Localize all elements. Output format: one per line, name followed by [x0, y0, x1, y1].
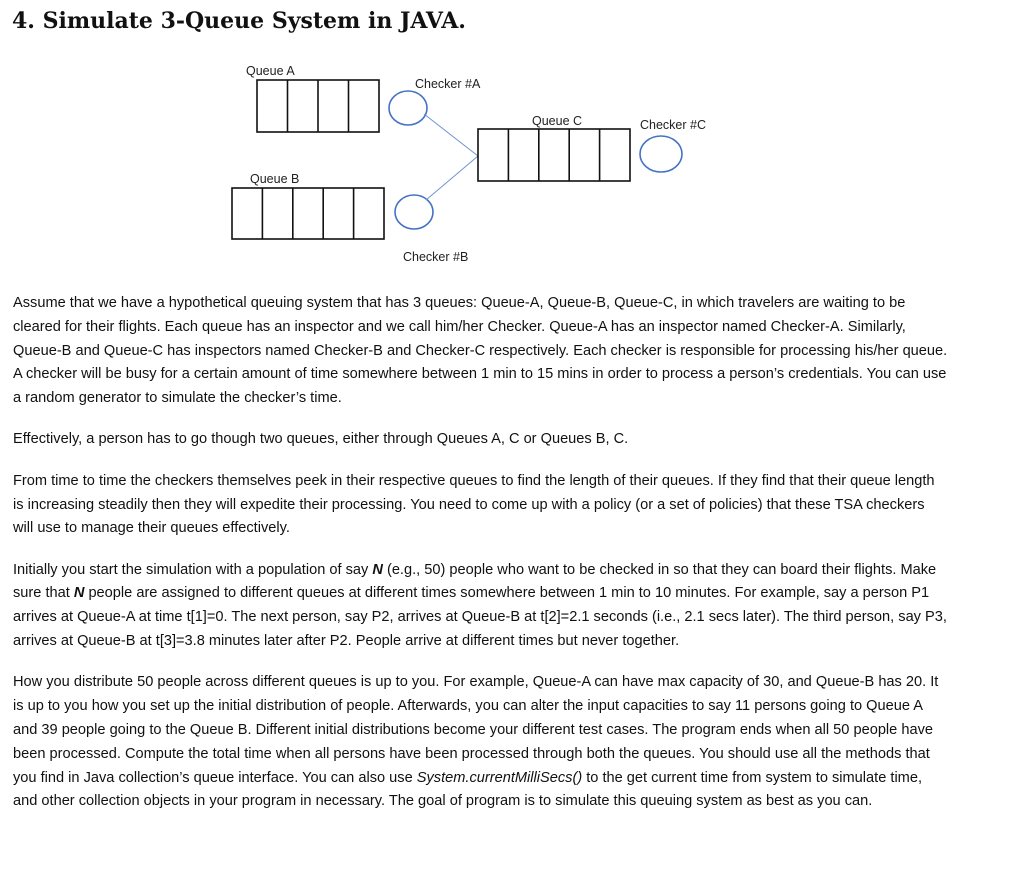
connector-a-to-c [424, 114, 478, 156]
paragraph-assumptions: Assume that we have a hypothetical queuing system that has 3 queues: Queue-A, Queue-B, Queue-C, in which travelers are waiting to be cleared for their flights. Each queue has an inspector and we call him/her Checker. Queue-A has an inspector named Checker-A. Similarly, Queue-B and Queue-C has inspectors named Checker-B and Checker-C respectively. Each checker is responsible for processing his/her queue. A checker will be busy for a certain amount of time somewhere between 1 min to 15 mins in order to process a person’s credentials. You can use a random generator to simulate the checker’s time. [13, 295, 948, 407]
p4-n-variable-2: N [73, 585, 85, 602]
connector-b-to-c [426, 156, 478, 200]
queue-c-box [478, 129, 630, 181]
paragraph-checker-policy: From time to time the checkers themselves peek in their respective queues to find the length of their queues. If they find that their queue length is increasing steadily then they will expedite their processing. You need to come up with a policy (or a set of policies) that these TSA checkers will use to manage their queues effectively. [13, 472, 935, 537]
p5-text-a: How you distribute 50 people across different queues is up to you. For example, Queue-A can have max capacity of 30, and Queue-B has 20. It is up to you how you set up the initial distribution of people. Afterwards, you can alter the input capacities to say 11 persons going to Queue A and 39 people going to the Queue B. Different initial distributions become your different test cases. The program ends when all 50 people have been processed. Compute the total time when all persons have been processed through both the queues. You should use all the methods that you find in Java collection’s queue interface. You can also use [13, 674, 939, 786]
paragraph-initial-population [13, 559, 948, 654]
checker-a-label: Checker #A [415, 77, 481, 91]
queue-system-diagram [0, 0, 1024, 290]
queue-c-label: Queue C [532, 114, 583, 128]
assignment-description [13, 292, 948, 814]
p4-text-a: Initially you start the simulation with a population of say [13, 561, 373, 578]
p5-text-b: to the get current time from system to simulate time, and other collection objects in your program in necessary. The goal of program is to simulate this queuing system as best as you can. [13, 769, 923, 810]
p5-code-reference: System.currentMilliSecs() [416, 769, 583, 786]
checker-c-label: Checker #C [640, 118, 706, 132]
paragraph-two-queues: Effectively, a person has to go though two queues, either through Queues A, C or Queues B, C. [13, 431, 629, 448]
queue-b-label: Queue B [250, 172, 300, 186]
checker-b-circle [395, 195, 433, 229]
checker-b-label: Checker #B [403, 250, 469, 264]
checker-a-circle [389, 91, 427, 125]
queue-a-box [257, 80, 379, 132]
queue-a-label: Queue A [246, 64, 295, 78]
p4-n-variable: N [372, 561, 383, 578]
paragraph-distribution [13, 671, 948, 814]
queue-b-box [232, 188, 384, 239]
p4-text-b: (e.g., 50) people who want to be checked in so that they can board their flights. Make sure that [13, 561, 937, 602]
checker-c-circle [640, 136, 682, 172]
page-title: 4. Simulate 3-Queue System in JAVA. [12, 8, 466, 34]
p4-text-c: people are assigned to different queues at different times somewhere between 1 min to 10 minutes. For example, say a person P1 arrives at Queue-A at time t[1]=0. The next person, say P2, arrives at Queue-B at t[2]=2.1 seconds (i.e., 2.1 secs later). The third person, say P3, arrives at Queue-B at t[3]=3.8 minutes later after P2. People arrive at different times but never together. [13, 585, 947, 650]
